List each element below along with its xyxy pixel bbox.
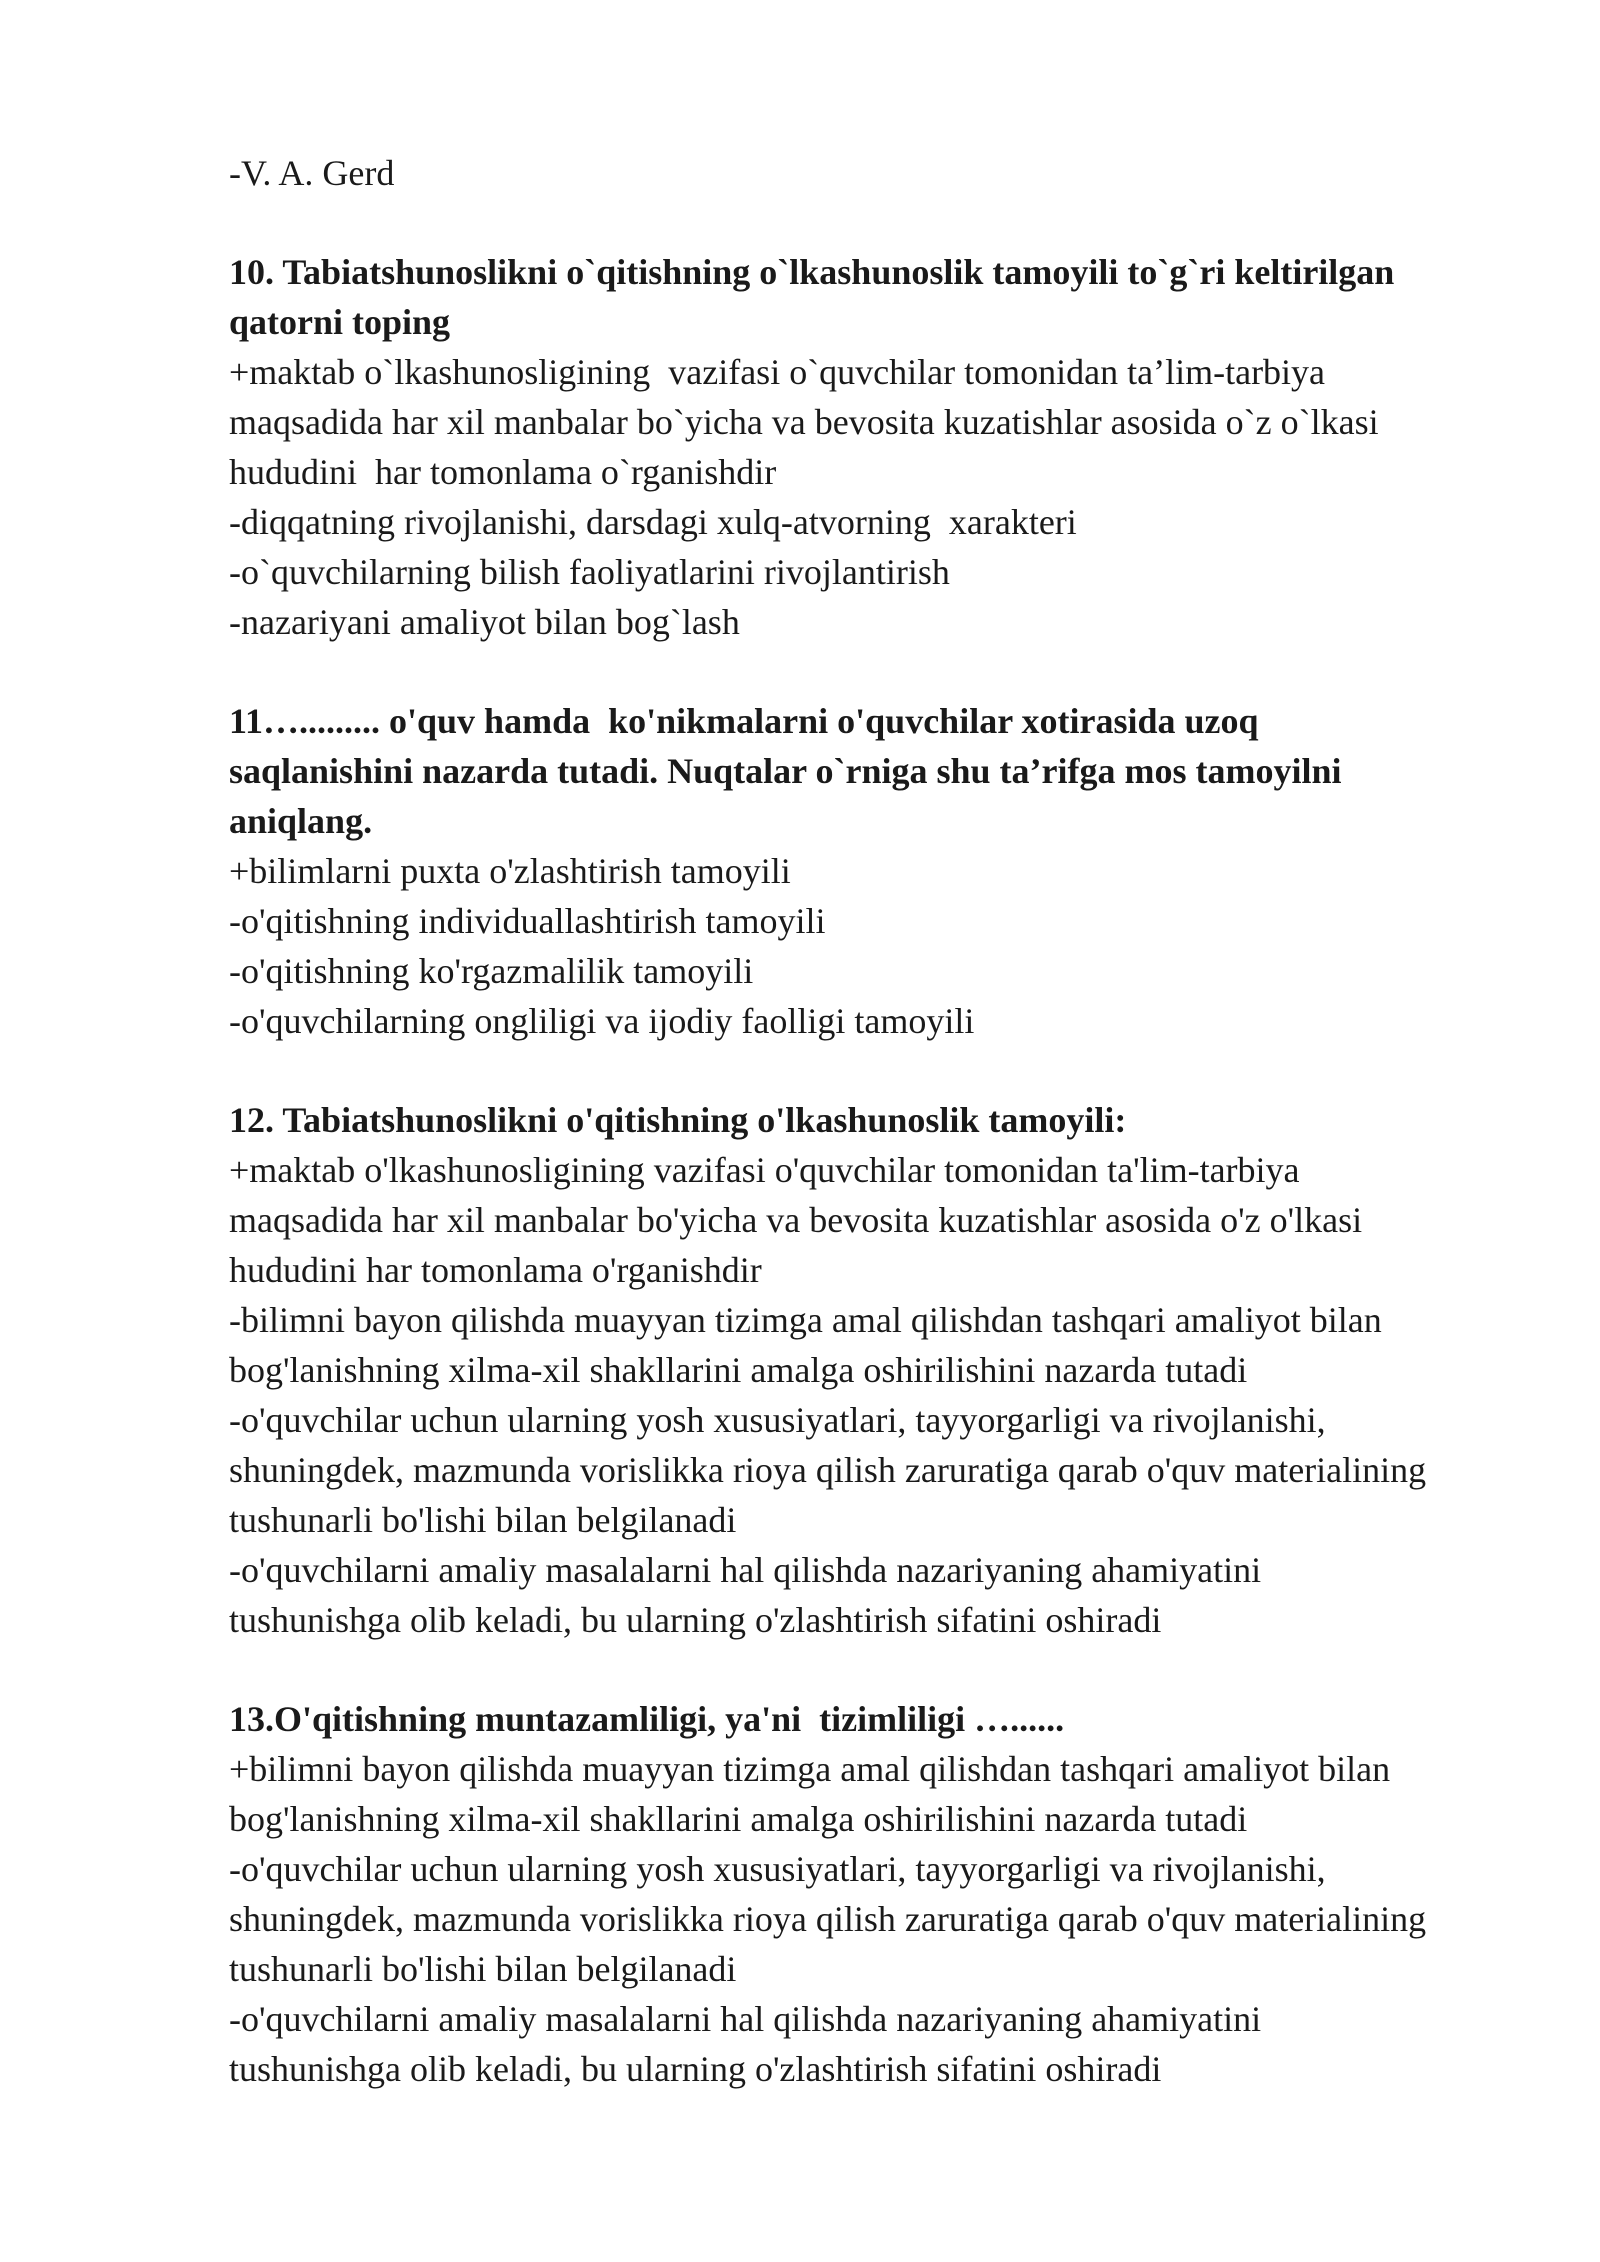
question-block [229,247,1529,647]
answer-option-line: -bilimni bayon qilishda muayyan tizimga amal qilishdan tashqari amaliyot bilan [229,1300,1382,1340]
answer-option-line: +maktab o'lkashunosligining vazifasi o'quvchilar tomonidan ta'lim-tarbiya [229,1150,1300,1190]
answer-option-line: -o'quvchilarning ongliligi va ijodiy faolligi tamoyili [229,1001,975,1041]
question-list [229,247,1529,2094]
document-page [229,148,1529,2094]
answer-option-line: tushunishga olib keladi, bu ularning o'zlashtirish sifatini oshiradi [229,1600,1162,1640]
question-title-line: 13.O'qitishning muntazamliligi, ya'ni tizimliligi …...... [229,1699,1065,1739]
answer-option-line: hududini har tomonlama o'rganishdir [229,1250,762,1290]
answer-option-line: -o'quvchilarni amaliy masalalarni hal qilishda nazariyaning ahamiyatini [229,1999,1262,2039]
spacer [229,647,1529,696]
answer-option-line: +maktab o`lkashunosligining vazifasi o`quvchilar tomonidan ta’lim-tarbiya [229,352,1326,392]
answer-option-line: -o`quvchilarning bilish faoliyatlarini rivojlantirish [229,552,950,592]
answer-option-line: tushunarli bo'lishi bilan belgilanadi [229,1500,737,1540]
question-title-line: aniqlang. [229,801,373,841]
spacer [229,1046,1529,1095]
question-title-line: saqlanishini nazarda tutadi. Nuqtalar o`rniga shu ta’rifga mos tamoyilni [229,751,1342,791]
question-block [229,696,1529,1046]
question-block [229,1694,1529,2094]
answer-option-line: -o'qitishning individuallashtirish tamoyili [229,901,826,941]
answer-option-line: tushunarli bo'lishi bilan belgilanadi [229,1949,737,1989]
spacer [229,198,1529,247]
question-title-line: 12. Tabiatshunoslikni o'qitishning o'lkashunoslik tamoyili: [229,1100,1127,1140]
answer-option-line: -nazariyani amaliyot bilan bog`lash [229,602,740,642]
answer-option-line: shuningdek, mazmunda vorislikka rioya qilish zaruratiga qarab o'quv materialining [229,1450,1427,1490]
answer-option-line: -o'qitishning ko'rgazmalilik tamoyili [229,951,754,991]
answer-option-line: shuningdek, mazmunda vorislikka rioya qilish zaruratiga qarab o'quv materialining [229,1899,1427,1939]
question-block [229,1095,1529,1645]
spacer [229,1645,1529,1694]
answer-option-line: -diqqatning rivojlanishi, darsdagi xulq-atvorning xarakteri [229,502,1077,542]
answer-option-line: bog'lanishning xilma-xil shakllarini amalga oshirilishini nazarda tutadi [229,1799,1248,1839]
answer-option-line: -o'quvchilarni amaliy masalalarni hal qilishda nazariyaning ahamiyatini [229,1550,1262,1590]
answer-option-line: +bilimni bayon qilishda muayyan tizimga amal qilishdan tashqari amaliyot bilan [229,1749,1391,1789]
question-title-line: 11…......... o'quv hamda ko'nikmalarni o'quvchilar xotirasida uzoq [229,701,1259,741]
answer-option-line: tushunishga olib keladi, bu ularning o'zlashtirish sifatini oshiradi [229,2049,1162,2089]
question-title-line: 10. Tabiatshunoslikni o`qitishning o`lkashunoslik tamoyili to`g`ri keltirilgan [229,252,1395,292]
question-title-line: qatorni toping [229,302,451,342]
answer-option-line: +bilimlarni puxta o'zlashtirish tamoyili [229,851,791,891]
answer-option-line: -o'quvchilar uchun ularning yosh xususiyatlari, tayyorgarligi va rivojlanishi, [229,1849,1326,1889]
answer-option-line: bog'lanishning xilma-xil shakllarini amalga oshirilishini nazarda tutadi [229,1350,1248,1390]
answer-option-line: -o'quvchilar uchun ularning yosh xususiyatlari, tayyorgarligi va rivojlanishi, [229,1400,1326,1440]
answer-option-line: hududini har tomonlama o`rganishdir [229,452,777,492]
answer-option-line: maqsadida har xil manbalar bo`yicha va bevosita kuzatishlar asosida o`z o`lkasi [229,402,1379,442]
answer-option-line: maqsadida har xil manbalar bo'yicha va bevosita kuzatishlar asosida o'z o'lkasi [229,1200,1363,1240]
intro-line: -V. A. Gerd [229,153,395,193]
